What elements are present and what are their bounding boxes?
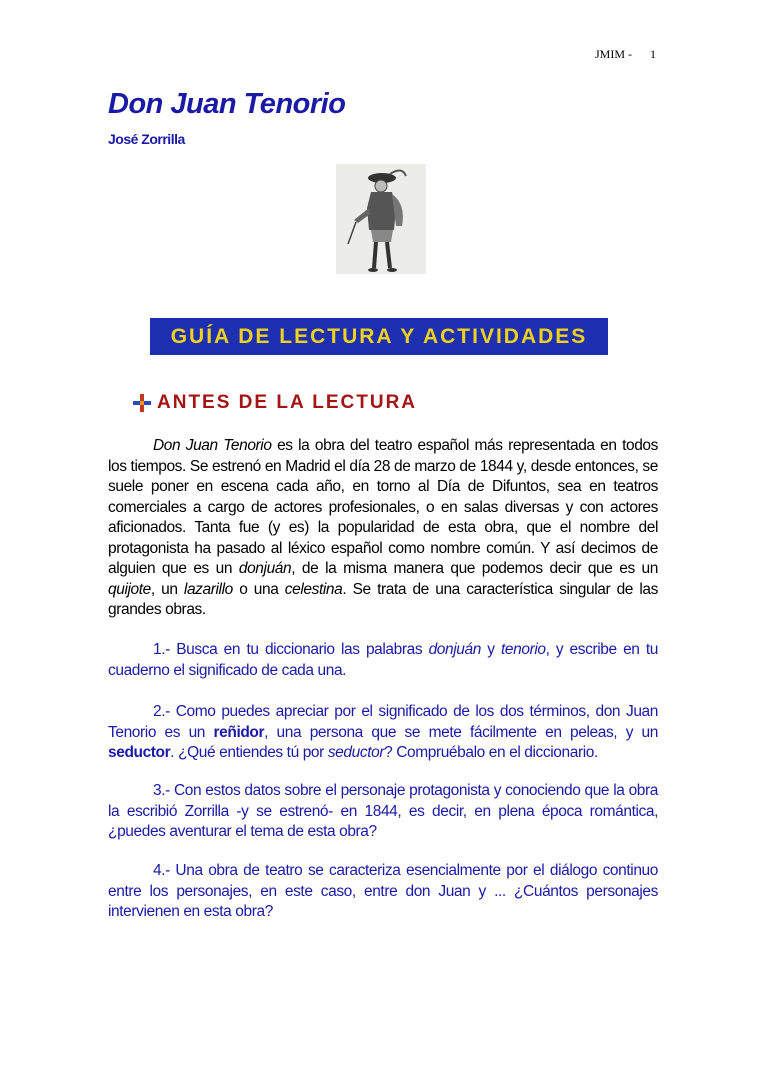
term-donjuan: donjuán	[238, 560, 292, 577]
intro-text-1: es la obra del teatro español más representada en todos los tiempos. Se estrenó en Madrid el día 28 de marzo de 1844 y, desde entonces, se suele poner en escena cada año, en torno al Día de Difuntos, sea en teatros comerciales a cargo de actores profesionales, o en salas diversas y con actores aficionados. Tanta fue (y es) la popularidad de esta obra, que el nombre del protagonista ha pasado al léxico español como nombre común. Y así decimos de alguien que es un	[108, 437, 658, 577]
work-title: Don Juan Tenorio	[153, 437, 272, 454]
don-juan-illustration	[336, 164, 426, 274]
q1-term-donjuan: donjuán	[428, 641, 481, 658]
section-heading	[133, 390, 417, 416]
intro-paragraph	[108, 436, 658, 621]
intro-text-2: , de la misma manera que podemos decir que es un	[291, 560, 658, 577]
q2-text-d: ? Compruébalo en el diccionario.	[384, 744, 598, 761]
intro-text-4: o una	[232, 580, 285, 598]
bullet-icon	[133, 394, 151, 412]
q1-text-a: 1.- Busca en tu diccionario las palabras	[153, 641, 429, 658]
banner-title: GUÍA DE LECTURA Y ACTIVIDADES	[170, 325, 588, 348]
q2-text-b: , una persona que se mete fácilmente en peleas, y un	[264, 723, 658, 741]
reading-guide-banner	[150, 318, 608, 355]
header-code: JMIM -	[594, 47, 632, 61]
intro-text-3: , un	[150, 580, 184, 598]
q2-text-c: . ¿Qué entiendes tú por	[170, 744, 328, 761]
intro-text-5: . Se trata de una característica singular de las grandes obras.	[108, 580, 658, 618]
q1-text-c: , y escribe en tu cuaderno el significado de cada una.	[108, 641, 658, 679]
page-number: 1	[650, 47, 656, 61]
q2-term-seductor-italic: seductor	[327, 744, 385, 761]
q3-text: 3.- Con estos datos sobre el personaje protagonista y conociendo que la obra la escribió Zorrilla -y se estrenó- en 1844, es decir, en plena época romántica, ¿puedes aventurar el tema de esta obra?	[108, 782, 658, 840]
question-3	[108, 781, 658, 843]
page-header	[595, 47, 656, 62]
author-name: José Zorrilla	[108, 131, 185, 147]
term-celestina: celestina	[284, 580, 343, 598]
q1-text-b: y	[480, 641, 501, 658]
question-4	[108, 861, 658, 923]
question-2	[108, 702, 658, 764]
q2-text-a: 2.- Como puedes apreciar por el significado de los dos términos, don Juan Tenorio es un	[108, 703, 658, 741]
q2-term-seductor: seductor	[108, 744, 171, 761]
document-title: Don Juan Tenorio	[108, 88, 346, 120]
question-1	[108, 640, 658, 681]
term-quijote: quijote	[108, 580, 151, 598]
section-label: ANTES DE LA LECTURA	[157, 392, 418, 413]
term-lazarillo: lazarillo	[183, 580, 233, 598]
q2-term-renidor: reñidor	[213, 723, 265, 741]
q1-term-tenorio: tenorio	[501, 641, 546, 658]
q4-text: 4.- Una obra de teatro se caracteriza esencialmente por el diálogo continuo entre los personajes, en este caso, entre don Juan y ... ¿Cuántos personajes intervienen en esta obra?	[108, 862, 658, 920]
